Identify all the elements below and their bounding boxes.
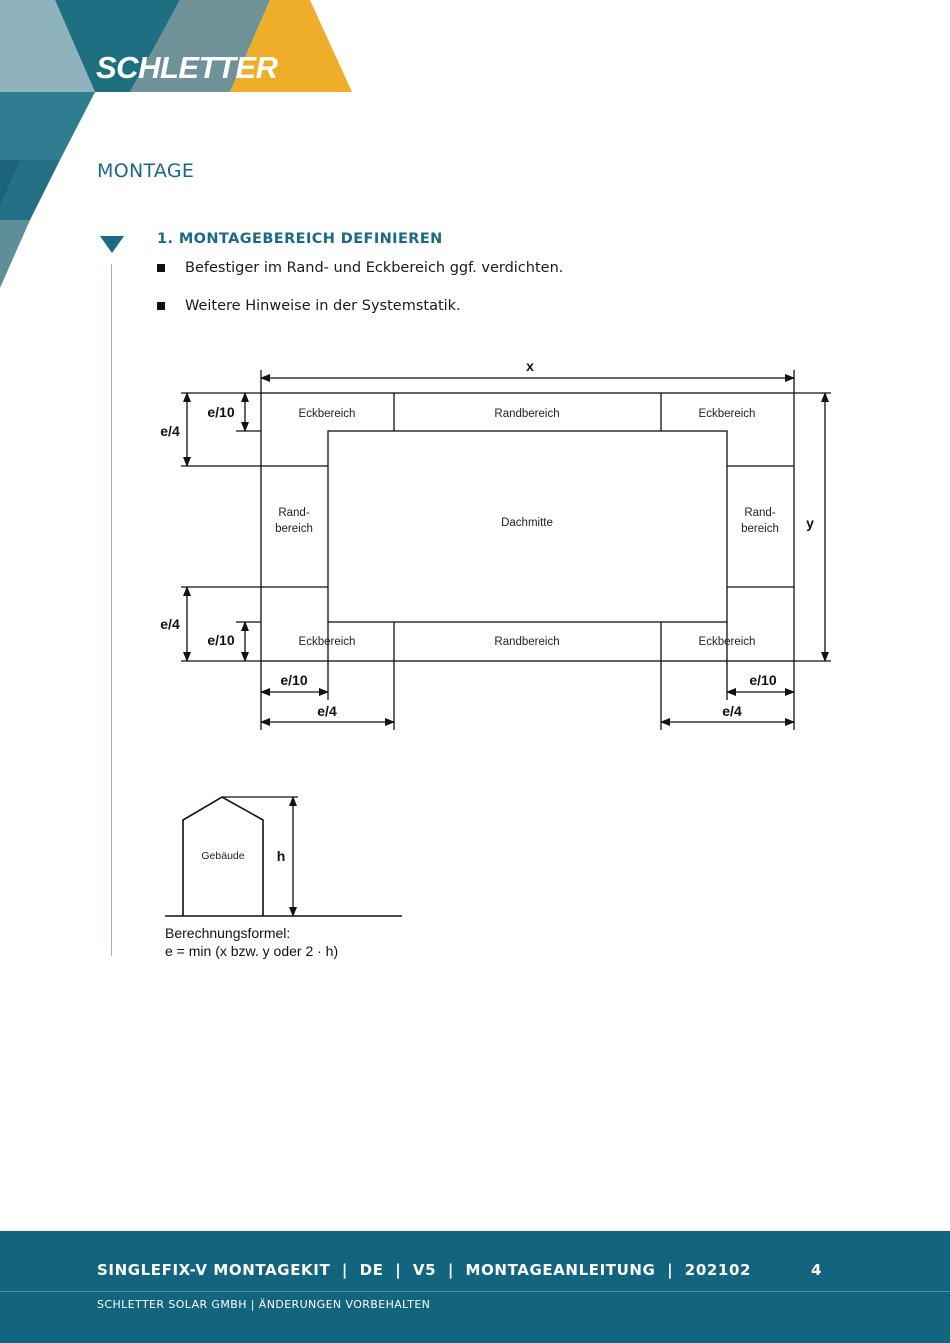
zone-edge-side-label: Rand- bbox=[278, 507, 310, 519]
formula-title: Berechnungsformel: bbox=[165, 925, 291, 941]
dim-e10-label: e/10 bbox=[207, 632, 235, 648]
dim-x-label: x bbox=[526, 358, 534, 374]
building-label: Gebäude bbox=[201, 850, 245, 862]
zone-edge-side-label: bereich bbox=[275, 523, 313, 535]
dim-e4-label: e/4 bbox=[722, 703, 742, 719]
brand-logo: SCHLETTER bbox=[96, 50, 278, 85]
step-triangle-icon bbox=[100, 236, 124, 253]
zone-corner-label: Eckbereich bbox=[298, 408, 356, 420]
header-graphic bbox=[0, 0, 360, 300]
zone-edge-label: Randbereich bbox=[494, 408, 560, 420]
bullet-item: Befestiger im Rand- und Eckbereich ggf. verdichten. bbox=[157, 258, 563, 296]
roof-zone-diagram bbox=[150, 350, 850, 980]
bullet-list bbox=[157, 258, 563, 334]
zone-center-label: Dachmitte bbox=[501, 517, 553, 529]
zone-edge-label: Randbereich bbox=[494, 636, 560, 648]
section-title: MONTAGE bbox=[97, 160, 195, 182]
dim-e10-label: e/10 bbox=[207, 404, 235, 420]
page-footer bbox=[0, 1231, 950, 1343]
dim-e4-label: e/4 bbox=[160, 616, 180, 632]
zone-corner-label: Eckbereich bbox=[698, 636, 756, 648]
footer-company: SCHLETTER SOLAR GMBH | ÄNDERUNGEN VORBEHALTEN bbox=[97, 1298, 431, 1311]
bullet-item: Weitere Hinweise in der Systemstatik. bbox=[157, 296, 563, 334]
dim-y-label: y bbox=[806, 515, 814, 531]
step-guide-line bbox=[111, 264, 112, 956]
building-height-label: h bbox=[276, 848, 286, 864]
zone-edge-side-label: bereich bbox=[741, 523, 779, 535]
footer-divider bbox=[0, 1291, 950, 1292]
dim-e10-label: e/10 bbox=[280, 672, 308, 688]
footer-document-info: SINGLEFIX-V MONTAGEKIT | DE | V5 | MONTAGEANLEITUNG | 202102 bbox=[97, 1261, 752, 1279]
zone-corner-label: Eckbereich bbox=[298, 636, 356, 648]
formula-text: e = min (x bzw. y oder 2 · h) bbox=[165, 943, 339, 959]
dim-e10-label: e/10 bbox=[749, 672, 777, 688]
step-heading: 1. MONTAGEBEREICH DEFINIEREN bbox=[157, 231, 443, 247]
zone-edge-side-label: Rand- bbox=[744, 507, 776, 519]
zone-corner-label: Eckbereich bbox=[698, 408, 756, 420]
page-number: 4 bbox=[811, 1261, 822, 1279]
dim-e4-label: e/4 bbox=[317, 703, 337, 719]
dim-e4-label: e/4 bbox=[160, 423, 180, 439]
